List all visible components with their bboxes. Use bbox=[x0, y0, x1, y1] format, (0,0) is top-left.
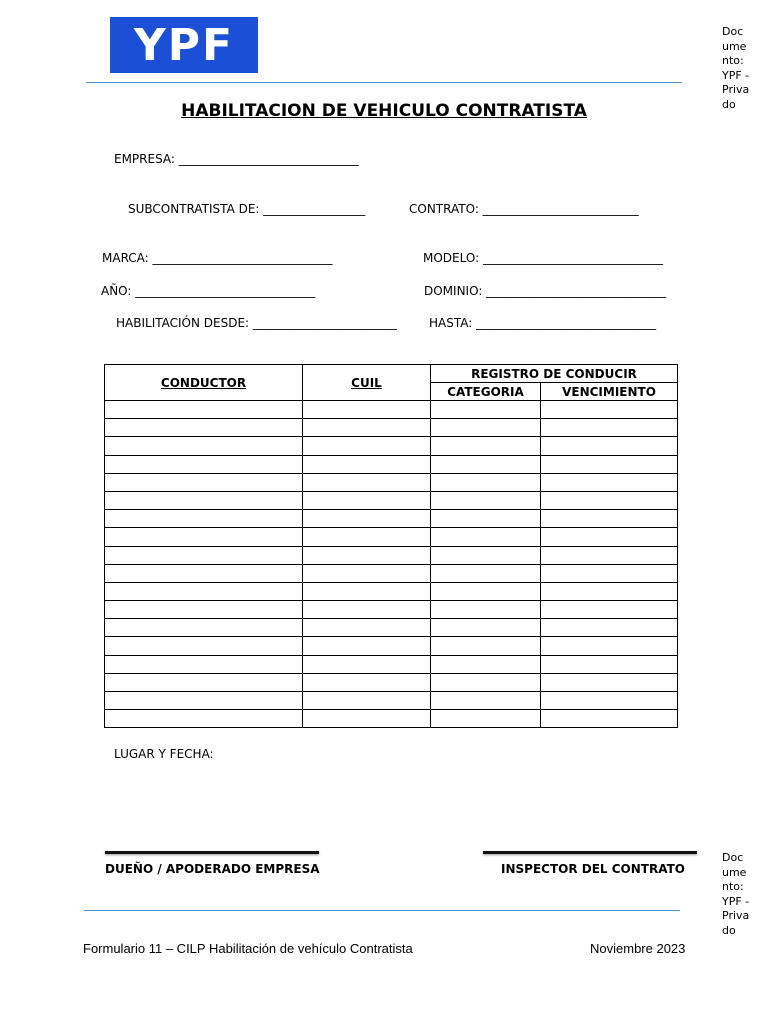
signature-label-inspector: INSPECTOR DEL CONTRATO bbox=[501, 862, 685, 876]
table-row bbox=[105, 528, 678, 546]
table-row bbox=[105, 692, 678, 710]
table-row bbox=[105, 546, 678, 564]
subcontratista-field: SUBCONTRATISTA DE: _________________ bbox=[128, 202, 366, 216]
contrato-field: CONTRATO: __________________________ bbox=[409, 202, 639, 216]
anio-field: AÑO: ______________________________ bbox=[101, 284, 316, 298]
signature-label-owner: DUEÑO / APODERADO EMPRESA bbox=[105, 862, 320, 876]
table-row bbox=[105, 564, 678, 582]
table-row bbox=[105, 455, 678, 473]
table-row bbox=[105, 491, 678, 509]
header-cuil: CUIL bbox=[303, 365, 431, 401]
header-conductor: CONDUCTOR bbox=[105, 365, 303, 401]
signature-line-right bbox=[483, 851, 697, 854]
page-title: HABILITACION DE VEHICULO CONTRATISTA bbox=[181, 101, 587, 121]
table-row bbox=[105, 582, 678, 600]
classification-note-top: Documento: YPF - Privado bbox=[722, 25, 750, 111]
ypf-logo-text: YPF bbox=[133, 19, 235, 71]
lugar-fecha-label: LUGAR Y FECHA: bbox=[114, 747, 214, 761]
classification-note-bottom: Documento: YPF - Privado bbox=[722, 851, 750, 937]
header-vencimiento: VENCIMIENTO bbox=[541, 383, 678, 401]
header-categoria: CATEGORIA bbox=[431, 383, 541, 401]
footer-form-name: Formulario 11 – CILP Habilitación de vehículo Contratista bbox=[83, 941, 413, 956]
dominio-field: DOMINIO: ______________________________ bbox=[424, 284, 667, 298]
modelo-field: MODELO: ______________________________ bbox=[423, 251, 663, 265]
table-row bbox=[105, 601, 678, 619]
header-divider bbox=[86, 82, 682, 83]
table-row bbox=[105, 473, 678, 491]
header-registro-conducir: REGISTRO DE CONDUCIR bbox=[431, 365, 678, 383]
table-row bbox=[105, 673, 678, 691]
table-row bbox=[105, 655, 678, 673]
marca-field: MARCA: ______________________________ bbox=[102, 251, 333, 265]
footer-divider bbox=[84, 910, 680, 911]
table-row bbox=[105, 637, 678, 655]
table-row bbox=[105, 437, 678, 455]
ypf-logo bbox=[110, 17, 258, 73]
table-row bbox=[105, 510, 678, 528]
drivers-table bbox=[104, 364, 678, 728]
habilitacion-desde-field: HABILITACIÓN DESDE: ________________________ bbox=[116, 316, 397, 330]
table-row bbox=[105, 419, 678, 437]
table-row bbox=[105, 401, 678, 419]
footer-date: Noviembre 2023 bbox=[590, 941, 686, 956]
table-row bbox=[105, 710, 678, 728]
table-row bbox=[105, 619, 678, 637]
signature-line-left bbox=[105, 851, 319, 854]
hasta-field: HASTA: ______________________________ bbox=[429, 316, 657, 330]
empresa-field: EMPRESA: ______________________________ bbox=[114, 152, 359, 166]
